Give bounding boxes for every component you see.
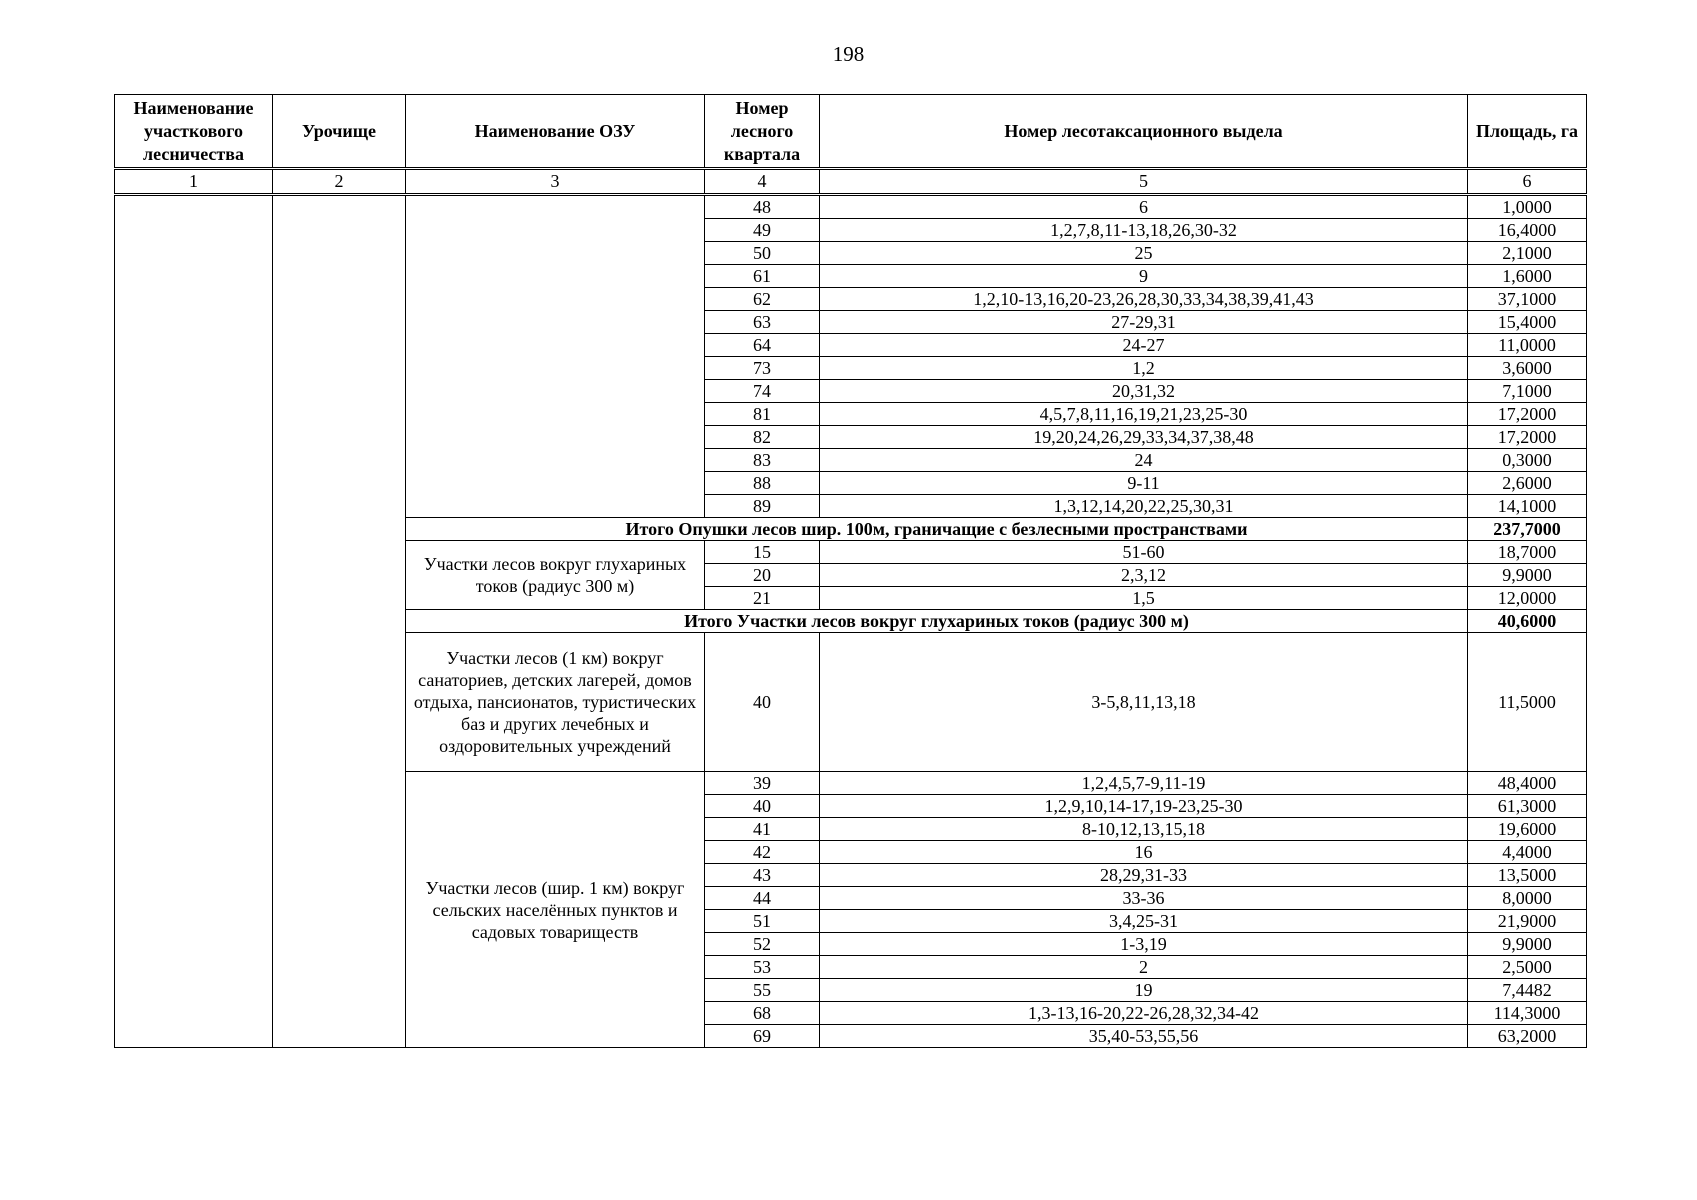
quarter-cell: 40: [705, 633, 820, 772]
quarter-cell: 73: [705, 357, 820, 380]
area-cell: 11,5000: [1468, 633, 1587, 772]
allotment-cell: 1,2,10-13,16,20-23,26,28,30,33,34,38,39,41,43: [820, 288, 1468, 311]
quarter-cell: 50: [705, 242, 820, 265]
area-cell: 0,3000: [1468, 449, 1587, 472]
allotment-cell: 24: [820, 449, 1468, 472]
quarter-cell: 53: [705, 956, 820, 979]
area-cell: 17,2000: [1468, 403, 1587, 426]
area-cell: 61,3000: [1468, 795, 1587, 818]
allotment-cell: 1,2: [820, 357, 1468, 380]
page-number: 198: [832, 42, 865, 66]
quarter-cell: 61: [705, 265, 820, 288]
allotment-cell: 51-60: [820, 541, 1468, 564]
allotment-cell: 3-5,8,11,13,18: [820, 633, 1468, 772]
total-label: Итого Участки лесов вокруг глухариных токов (радиус 300 м): [406, 610, 1468, 633]
allotment-cell: 20,31,32: [820, 380, 1468, 403]
total-label: Итого Опушки лесов шир. 100м, граничащие с безлесными пространствами: [406, 518, 1468, 541]
area-cell: 21,9000: [1468, 910, 1587, 933]
area-cell: 15,4000: [1468, 311, 1587, 334]
quarter-cell: 81: [705, 403, 820, 426]
column-number: 2: [273, 169, 406, 195]
quarter-cell: 51: [705, 910, 820, 933]
ozu-cell: Участки лесов (шир. 1 км) вокруг сельских населённых пунктов и садовых товариществ: [406, 772, 705, 1048]
quarter-cell: 15: [705, 541, 820, 564]
quarter-cell: 82: [705, 426, 820, 449]
allotment-cell: 4,5,7,8,11,16,19,21,23,25-30: [820, 403, 1468, 426]
area-cell: 7,4482: [1468, 979, 1587, 1002]
allotment-cell: 9-11: [820, 472, 1468, 495]
area-cell: 19,6000: [1468, 818, 1587, 841]
quarter-cell: 40: [705, 795, 820, 818]
ozu-cell: [406, 195, 705, 518]
tract-cell: [273, 195, 406, 1048]
allotment-cell: 33-36: [820, 887, 1468, 910]
column-number: 5: [820, 169, 1468, 195]
area-cell: 12,0000: [1468, 587, 1587, 610]
header-tract: Урочище: [273, 95, 406, 169]
column-number-row: [115, 169, 1587, 195]
allotment-cell: 3,4,25-31: [820, 910, 1468, 933]
area-cell: 16,4000: [1468, 219, 1587, 242]
total-value: 40,6000: [1468, 610, 1587, 633]
quarter-cell: 48: [705, 195, 820, 219]
ozu-cell: Участки лесов вокруг глухариных токов (радиус 300 м): [406, 541, 705, 610]
area-cell: 11,0000: [1468, 334, 1587, 357]
allotment-cell: 19,20,24,26,29,33,34,37,38,48: [820, 426, 1468, 449]
quarter-cell: 69: [705, 1025, 820, 1048]
quarter-cell: 83: [705, 449, 820, 472]
allotment-cell: 1-3,19: [820, 933, 1468, 956]
area-cell: 7,1000: [1468, 380, 1587, 403]
quarter-cell: 68: [705, 1002, 820, 1025]
area-cell: 9,9000: [1468, 564, 1587, 587]
area-cell: 114,3000: [1468, 1002, 1587, 1025]
forest-areas-table: [114, 94, 1587, 1048]
quarter-cell: 52: [705, 933, 820, 956]
quarter-cell: 89: [705, 495, 820, 518]
allotment-cell: 9: [820, 265, 1468, 288]
area-cell: 3,6000: [1468, 357, 1587, 380]
quarter-cell: 62: [705, 288, 820, 311]
allotment-cell: 35,40-53,55,56: [820, 1025, 1468, 1048]
allotment-cell: 1,2,7,8,11-13,18,26,30-32: [820, 219, 1468, 242]
header-quarter-number: Номер лесного квартала: [705, 95, 820, 169]
area-cell: 1,6000: [1468, 265, 1587, 288]
area-cell: 37,1000: [1468, 288, 1587, 311]
area-cell: 4,4000: [1468, 841, 1587, 864]
area-cell: 1,0000: [1468, 195, 1587, 219]
area-cell: 2,6000: [1468, 472, 1587, 495]
total-value: 237,7000: [1468, 518, 1587, 541]
ozu-cell: Участки лесов (1 км) вокруг санаториев, детских лагерей, домов отдыха, пансионатов, туристических баз и других лечебных и оздоровительных учреждений: [406, 633, 705, 772]
quarter-cell: 20: [705, 564, 820, 587]
allotment-cell: 19: [820, 979, 1468, 1002]
allotment-cell: 1,5: [820, 587, 1468, 610]
allotment-cell: 27-29,31: [820, 311, 1468, 334]
area-cell: 18,7000: [1468, 541, 1587, 564]
column-number: 6: [1468, 169, 1587, 195]
header-district: Наименование участкового лесничества: [115, 95, 273, 169]
quarter-cell: 55: [705, 979, 820, 1002]
area-cell: 17,2000: [1468, 426, 1587, 449]
area-cell: 48,4000: [1468, 772, 1587, 795]
header-ozu-name: Наименование ОЗУ: [406, 95, 705, 169]
allotment-cell: 16: [820, 841, 1468, 864]
area-cell: 2,5000: [1468, 956, 1587, 979]
area-cell: 9,9000: [1468, 933, 1587, 956]
column-number: 1: [115, 169, 273, 195]
quarter-cell: 21: [705, 587, 820, 610]
allotment-cell: 1,3,12,14,20,22,25,30,31: [820, 495, 1468, 518]
allotment-cell: 8-10,12,13,15,18: [820, 818, 1468, 841]
allotment-cell: 25: [820, 242, 1468, 265]
table-row: [115, 195, 1587, 219]
header-row: [115, 95, 1587, 169]
column-number: 3: [406, 169, 705, 195]
quarter-cell: 63: [705, 311, 820, 334]
quarter-cell: 88: [705, 472, 820, 495]
quarter-cell: 44: [705, 887, 820, 910]
allotment-cell: 2: [820, 956, 1468, 979]
quarter-cell: 39: [705, 772, 820, 795]
allotment-cell: 2,3,12: [820, 564, 1468, 587]
quarter-cell: 49: [705, 219, 820, 242]
area-cell: 63,2000: [1468, 1025, 1587, 1048]
quarter-cell: 64: [705, 334, 820, 357]
column-number: 4: [705, 169, 820, 195]
district-cell: [115, 195, 273, 1048]
area-cell: 13,5000: [1468, 864, 1587, 887]
area-cell: 2,1000: [1468, 242, 1587, 265]
allotment-cell: 28,29,31-33: [820, 864, 1468, 887]
area-cell: 14,1000: [1468, 495, 1587, 518]
header-area: Площадь, га: [1468, 95, 1587, 169]
quarter-cell: 42: [705, 841, 820, 864]
allotment-cell: 1,2,4,5,7-9,11-19: [820, 772, 1468, 795]
allotment-cell: 1,3-13,16-20,22-26,28,32,34-42: [820, 1002, 1468, 1025]
allotment-cell: 6: [820, 195, 1468, 219]
quarter-cell: 41: [705, 818, 820, 841]
header-allotment-number: Номер лесотаксационного выдела: [820, 95, 1468, 169]
area-cell: 8,0000: [1468, 887, 1587, 910]
quarter-cell: 74: [705, 380, 820, 403]
quarter-cell: 43: [705, 864, 820, 887]
allotment-cell: 24-27: [820, 334, 1468, 357]
allotment-cell: 1,2,9,10,14-17,19-23,25-30: [820, 795, 1468, 818]
